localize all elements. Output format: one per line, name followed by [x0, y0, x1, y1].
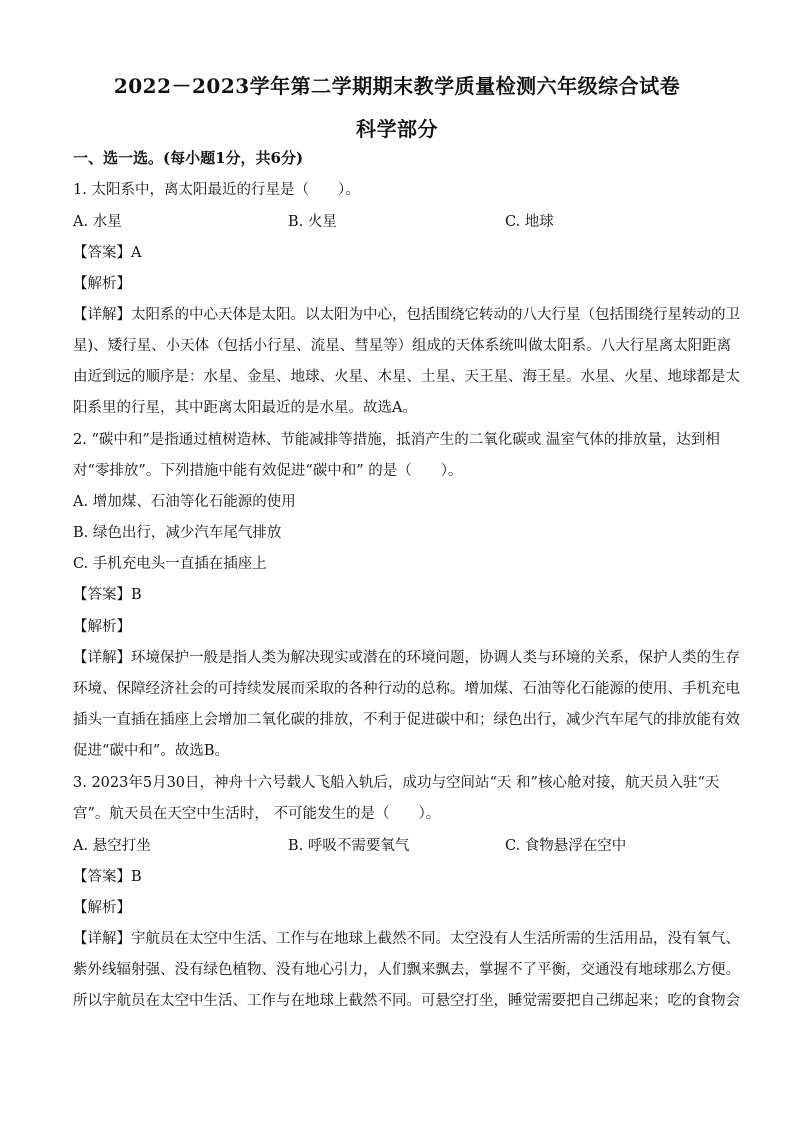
question-3-option-a: A. 悬空打坐	[73, 838, 151, 854]
question-2-detail-line: 插头一直插在插座上会增加二氧化碳的排放，不利于促进碳中和；绿色出行，减少汽车尾气的排放能有效	[73, 712, 740, 728]
question-3-detail-line: 紫外线辐射强、没有绿色植物、没有地心引力，人们飘来飘去，掌握不了平衡，交通没有地球那么方便。	[73, 962, 740, 978]
question-1-option-a: A. 水星	[73, 214, 122, 230]
question-2-detail-line: 环境、保障经济社会的可持续发展而采取的各种行动的总称。增加煤、石油等化石能源的使用、手机充电	[73, 681, 740, 697]
question-3-stem-line: 宫”。航天员在天空中生活时， 不可能发生的是（ ）。	[73, 806, 441, 822]
question-2-option-c: C. 手机充电头一直插在插座上	[73, 556, 267, 572]
question-2-detail-line: 【详解】环境保护一般是指人类为解决现实或潜在的环境问题，协调人类与环境的关系，保护人类的生存	[73, 650, 740, 666]
question-2-stem-line: 2. “碳中和”是指通过植树造林、节能减排等措施，抵消产生的二氧化碳或 温室气体的排放量，达到相	[73, 432, 720, 448]
question-3-detail-line: 所以宇航员在太空中生活、工作与在地球上截然不同。可悬空打坐，睡觉需要把自己绑起来；吃的食物会	[73, 993, 740, 1009]
section-heading: 一、选一选。(每小题1分，共6分)	[73, 149, 304, 167]
question-1-option-c: C. 地球	[505, 214, 554, 230]
question-3-analysis: 【解析】	[73, 900, 131, 916]
question-3-stem-line: 3. 2023年5月30日，神舟十六号载人飞船入轨后，成功与空间站“天 和”核心舱对接，航天员入驻“天	[73, 775, 720, 791]
question-3-option-c: C. 食物悬浮在空中	[505, 838, 627, 854]
question-2-option-b: B. 绿色出行，减少汽车尾气排放	[73, 525, 282, 541]
question-1-stem: 1. 太阳系中，离太阳最近的行星是（ ）。	[73, 182, 360, 198]
question-1-analysis: 【解析】	[73, 276, 131, 292]
question-3-answer: 【答案】B	[73, 869, 142, 885]
question-1-detail-line: 由近到远的顺序是：水星、金星、地球、火星、木星、土星、天王星、海王星。水星、火星、地球都是太	[73, 369, 740, 385]
question-3-detail-line: 【详解】宇航员在太空中生活、工作与在地球上截然不同。太空没有人生活所需的生活用品，没有氧气、	[73, 931, 740, 947]
question-2-answer: 【答案】B	[73, 587, 142, 603]
question-1-detail-line: 【详解】太阳系的中心天体是太阳。以太阳为中心，包括围绕它转动的八大行星（包括围绕行星转动的卫	[73, 307, 740, 323]
question-1-answer: 【答案】A	[73, 245, 142, 261]
question-1-detail-line: 阳系里的行星，其中距离太阳最近的是水星。故选A。	[73, 400, 417, 416]
question-2-detail-line: 促进“碳中和”。故选B。	[73, 743, 229, 759]
question-2-option-a: A. 增加煤、石油等化石能源的使用	[73, 494, 296, 510]
question-2-analysis: 【解析】	[73, 619, 131, 635]
question-1-detail-line: 星)、矮行星、小天体（包括小行星、流星、彗星等）组成的天体系统叫做太阳系。八大行星离太阳距离	[73, 338, 732, 354]
page-title: 2022－2023学年第二学期期末教学质量检测六年级综合试卷	[113, 74, 681, 98]
question-3-option-b: B. 呼吸不需要氧气	[288, 838, 410, 854]
page-subtitle: 科学部分	[356, 117, 438, 141]
question-2-stem-line: 对“零排放”。下列措施中能有效促进“碳中和” 的是（ ）。	[73, 463, 463, 479]
question-1-option-b: B. 火星	[288, 214, 337, 230]
